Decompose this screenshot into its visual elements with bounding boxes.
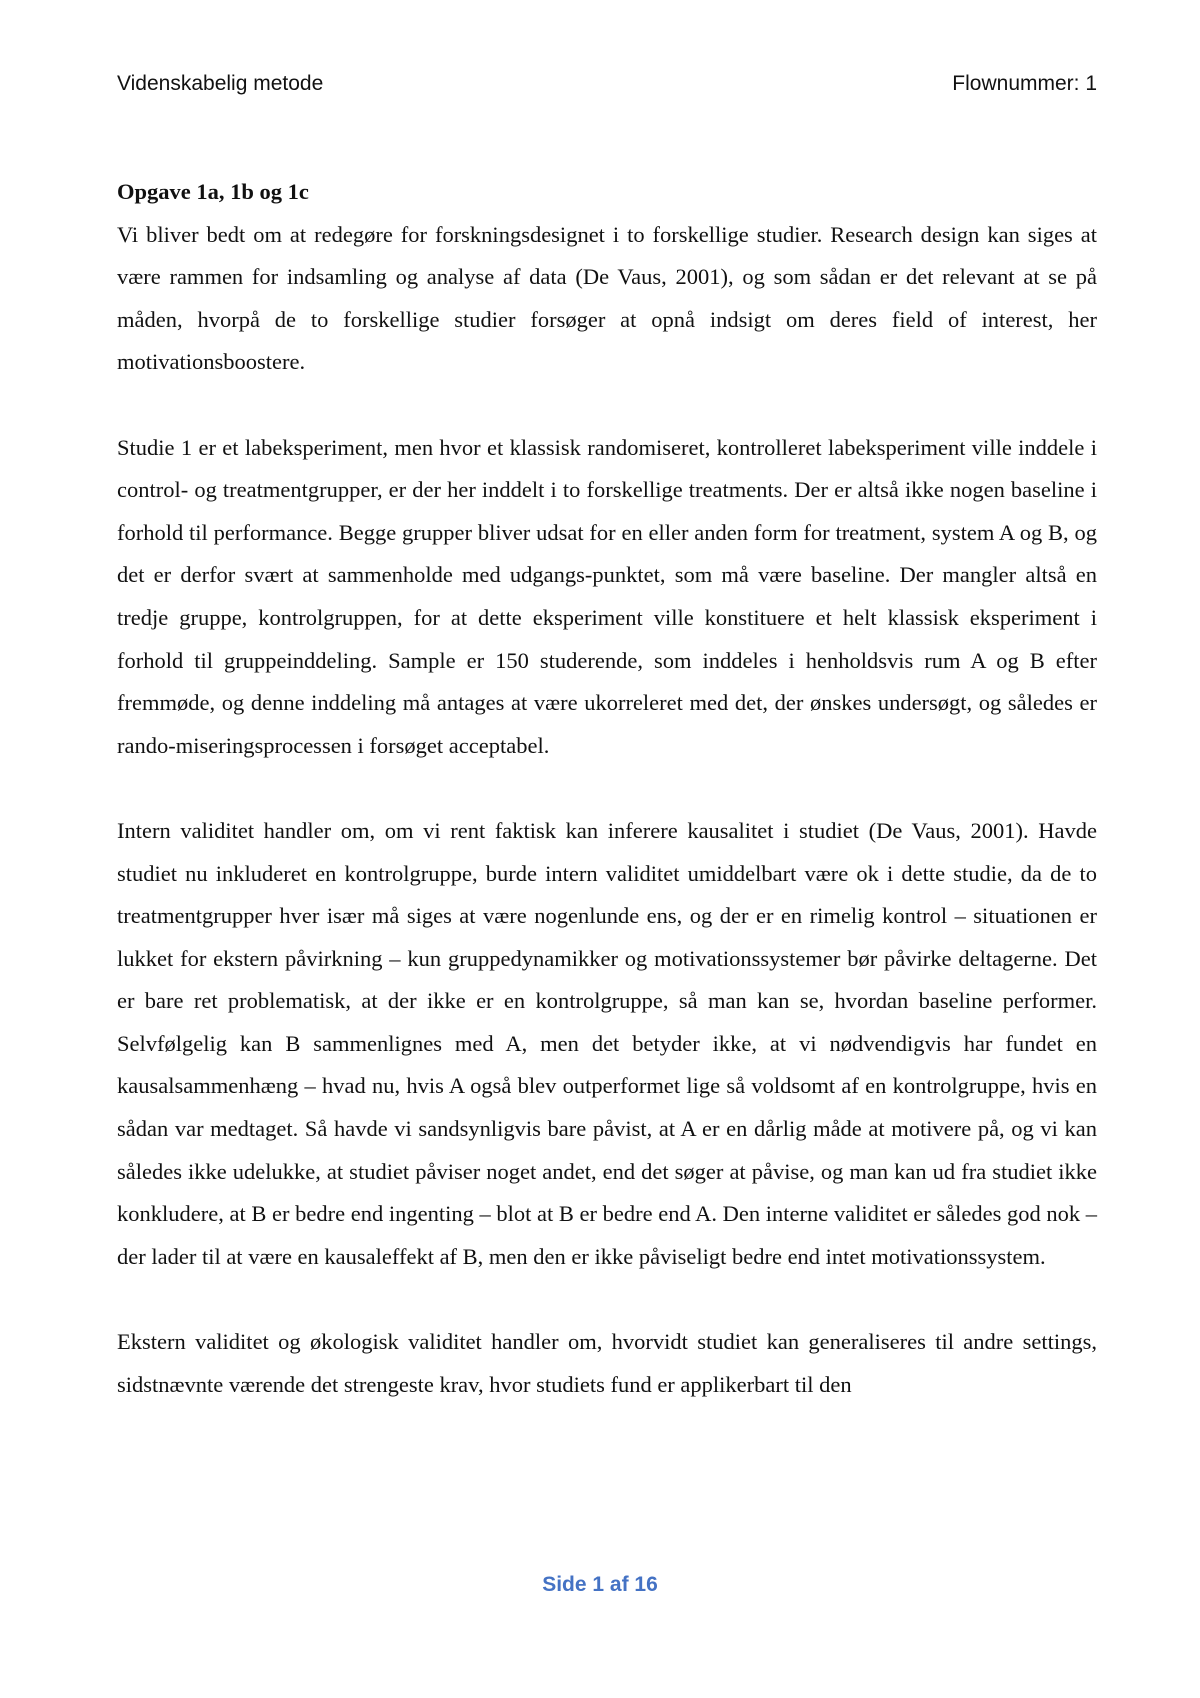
page-footer <box>0 1573 1200 1597</box>
paragraph-intro: Vi bliver bedt om at redegøre for forskningsdesignet i to forskellige studier. Research design kan siges at være rammen for indsamling og analyse af data (De Vaus, 2001), og som sådan er det relevant at se på måden, hvorpå de to forskellige studier forsøger at opnå indsigt om deres field of interest, her motivationsboostere. <box>117 221 1097 375</box>
section-heading: Opgave 1a, 1b og 1c <box>117 179 309 204</box>
paragraph-external-validity: Ekstern validitet og økologisk validitet handler om, hvorvidt studiet kan generaliseres til andre settings, sidstnævnte værende det strengeste krav, hvor studiets fund er applikerbart til den <box>117 1329 1097 1397</box>
paragraph-study-1: Studie 1 er et labeksperiment, men hvor et klassisk randomiseret, kontrolleret labeksperiment ville inddele i control- og treatmentgrupper, er der her inddelt i to forskellige treatments. Der er altså ikke nogen baseline i forhold til performance. Begge grupper bliver udsat for en eller anden form for treatment, system A og B, og det er derfor svært at sammenholde med udgangs-punktet, som må være baseline. Der mangler altså en tredje gruppe, kontrolgruppen, for at dette eksperiment ville konstituere et helt klassisk eksperiment i forhold til gruppeinddeling. Sample er 150 studerende, som inddeles i henholdsvis rum A og B efter fremmøde, og denne inddeling må antages at være ukorreleret med det, der ønskes undersøgt, og således er rando-miseringsprocessen i forsøget acceptabel. <box>117 434 1097 758</box>
header-flow-number: Flownummer: 1 <box>952 72 1097 95</box>
paragraph-internal-validity: Intern validitet handler om, om vi rent faktisk kan inferere kausalitet i studiet (De Vaus, 2001). Havde studiet nu inkluderet en kontrolgruppe, burde intern validitet umiddelbart være ok i dette studie, da de to treatmentgrupper hver især må siges at være nogenlunde ens, og der er en rimelig kontrol – situationen er lukket for ekstern påvirkning – kun gruppedynamikker og motivationssystemer bør påvirke deltagerne. Det er bare ret problematisk, at der ikke er en kontrolgruppe, så man kan se, hvordan baseline performer. Selvfølgelig kan B sammenlignes med A, men det betyder ikke, at vi nødvendigvis har fundet en kausalsammenhæng – hvad nu, hvis A også blev outperformet lige så voldsomt af en kontrolgruppe, hvis en sådan var medtaget. Så havde vi sandsynligvis bare påvist, at A er en dårlig måde at motivere på, og vi kan således ikke udelukke, at studiet påviser noget andet, end det søger at påvise, og man kan ud fra studiet ikke konkludere, at B er bedre end ingenting – blot at B er bedre end A. Den interne validitet er således god nok – der lader til at være en kausaleffekt af B, men den er ikke påviseligt bedre end intet motivationssystem. <box>117 817 1097 1269</box>
page-number: Side 1 af 16 <box>542 1573 658 1596</box>
header-document-title: Videnskabelig metode <box>117 72 324 95</box>
document-body <box>117 171 1097 1406</box>
page-header <box>117 72 1097 96</box>
